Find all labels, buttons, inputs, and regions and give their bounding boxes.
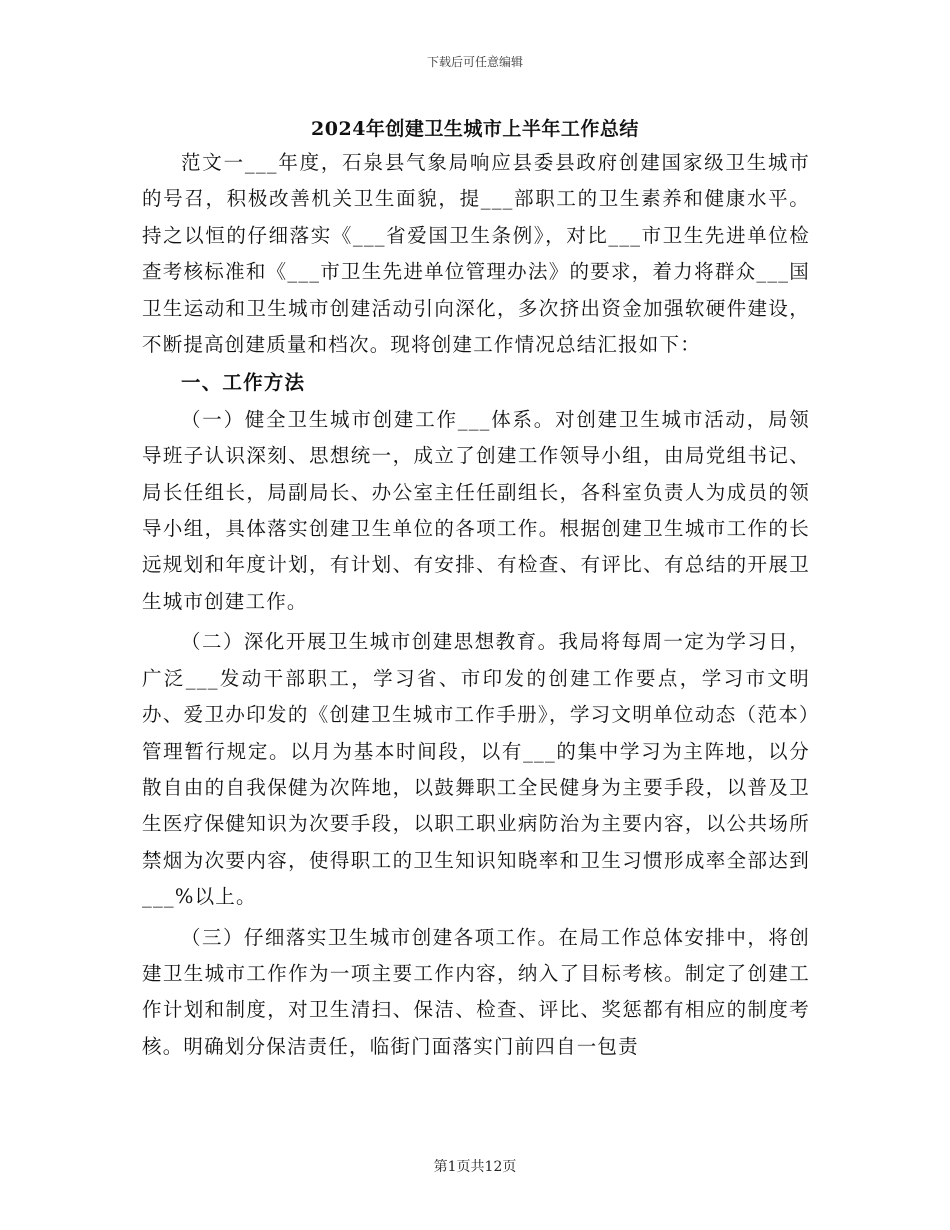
header-note: 下载后可任意编辑 — [426, 55, 523, 69]
document-body — [142, 145, 810, 1065]
paragraph-intro: 范文一___年度，石泉县气象局响应县委县政府创建国家级卫生城市的号召，积极改善机关卫生面貌，提___部职工的卫生素养和健康水平。持之以恒的仔细落实《___省爱国卫生条例》，对比___市卫生先进单位检查考核标准和《___市卫生先进单位管理办法》的要求，着力将群众___国卫生运动和卫生城市创建活动引向深化，多次挤出资金加强软硬件建设，不断提高创建质量和档次。现将创建工作情况总结汇报如下： — [142, 151, 810, 357]
paragraph-2: （二）深化开展卫生城市创建思想教育。我局将每周一定为学习日，广泛___发动干部职工，学习省、市印发的创建工作要点，学习市文明办、爱卫办印发的《创建卫生城市工作手册》，学习文明单位动态（范本）管理暂行规定。以月为基本时间段，以有___的集中学习为主阵地，以分散自由的自我保健为次阵地，以鼓舞职工全民健身为主要手段，以普及卫生医疗保健知识为次要手段，以职工职业病防治为主要内容，以公共场所禁烟为次要内容，使得职工的卫生知识知晓率和卫生习惯形成率全部达到___%以上。 — [142, 630, 810, 909]
document-title: 2024年创建卫生城市上半年工作总结 — [311, 118, 639, 140]
paragraph-3: （三）仔细落实卫生城市创建各项工作。在局工作总体安排中，将创建卫生城市工作作为一项主要工作内容，纳入了目标考核。制定了创建工作计划和制度，对卫生清扫、保洁、检查、评比、奖惩都有相应的制度考核。明确划分保洁责任，临街门面落实门前四自一包责 — [142, 925, 810, 1058]
paragraph-1: （一）健全卫生城市创建工作___体系。对创建卫生城市活动，局领导班子认识深刻、思想统一，成立了创建工作领导小组，由局党组书记、局长任组长，局副局长、办公室主任任副组长，各科室负责人为成员的领导小组，具体落实创建卫生单位的各项工作。根据创建卫生城市工作的长远规划和年度计划，有计划、有安排、有检查、有评比、有总结的开展卫生城市创建工作。 — [142, 407, 810, 613]
section-heading-work-methods: 一、工作方法 — [181, 371, 306, 395]
page-footer: 第1页共12页 — [433, 1159, 517, 1175]
